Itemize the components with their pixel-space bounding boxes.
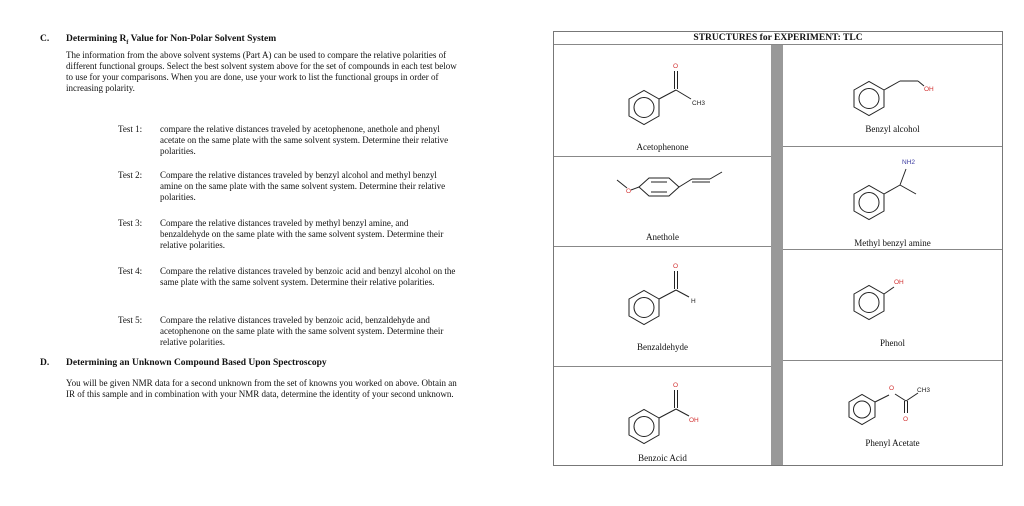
phenol-structure: [844, 268, 954, 338]
section-d-text: You will be given NMR data for a second unknown from the set of knowns you worked on above. Obtain an IR of this sample and in combination with your NMR data, determine the identity of your second unknown.: [66, 378, 457, 399]
ester-oxygen-label: O: [889, 385, 895, 392]
oxygen-label: O: [673, 263, 679, 270]
section-c-letter: C.: [40, 34, 50, 44]
oxygen-label: O: [673, 63, 679, 70]
hydroxyl-label: OH: [689, 417, 699, 424]
row-divider: [554, 156, 771, 157]
methyl-label: CH3: [917, 387, 931, 394]
anethole-structure: [614, 168, 764, 218]
structures-table: [553, 31, 1003, 466]
test-label: Test 2:: [118, 170, 143, 180]
test-label: Test 3:: [118, 218, 143, 228]
row-divider: [554, 366, 771, 367]
benzaldehyde-structure: [609, 256, 719, 336]
hydroxyl-label: OH: [894, 279, 904, 286]
phenyl-acetate-name: Phenyl Acetate: [865, 438, 920, 448]
section-c-title-main: Determining R: [66, 34, 127, 44]
row-divider: [783, 249, 1002, 250]
oxygen-label: O: [673, 382, 679, 389]
section-c-title: [66, 34, 461, 49]
test-label: Test 4:: [118, 266, 143, 276]
section-c-intro: The information from the above solvent systems (Part A) can be used to compare the relative polarities of different functional groups. Select the best solvent system above for the set of compounds in each test below to use for your comparisons. When you are done, use your work to list the functional groups in order of increasing polarity.: [66, 49, 457, 93]
structures-title: STRUCTURES for EXPERIMENT: TLC: [554, 32, 1002, 45]
rf-subscript: f: [126, 39, 129, 46]
anethole-name: Anethole: [646, 232, 679, 242]
methyl-benzyl-amine-structure: [844, 154, 954, 224]
test-text: Compare the relative distances traveled by benzyl alcohol and methyl benzyl amine on the same plate with the same solvent system. Determine their relative polarities.: [160, 170, 446, 202]
benzyl-alcohol-name: Benzyl alcohol: [865, 124, 920, 134]
section-c-title-rest: Value for Non-Polar Solvent System: [128, 34, 277, 44]
section-d-letter: D.: [40, 358, 50, 368]
section-c: [66, 34, 461, 94]
methyl-benzyl-amine-name: Methyl benzyl amine: [854, 238, 931, 248]
row-divider: [783, 146, 1002, 147]
hydrogen-label: H: [691, 298, 696, 305]
table-divider: [771, 45, 783, 465]
test-label: Test 5:: [118, 315, 143, 325]
phenyl-acetate-structure: [844, 380, 964, 440]
oxygen-label: O: [626, 188, 632, 195]
benzyl-alcohol-structure: [844, 56, 954, 126]
test-label: Test 1:: [118, 124, 143, 134]
section-d: [66, 358, 461, 400]
row-divider: [554, 246, 771, 247]
amine-label: NH2: [902, 159, 916, 166]
hydroxyl-label: OH: [924, 86, 934, 93]
methyl-label: CH3: [692, 100, 706, 107]
phenol-name: Phenol: [879, 338, 905, 348]
test-text: Compare the relative distances traveled by benzoic acid, benzaldehyde and acetophenone on the same plate with the same solvent system. Determine their relative polarities.: [160, 315, 444, 347]
section-d-title: Determining an Unknown Compound Based Upon Spectroscopy: [66, 358, 327, 368]
carbonyl-oxygen-label: O: [903, 416, 909, 423]
test-text: Compare the relative distances traveled by methyl benzyl amine, and benzaldehyde on the same plate with the same solvent system. Determine their relative polarities.: [160, 218, 444, 250]
benzoic-acid-structure: [609, 375, 719, 455]
test-text: Compare the relative distances traveled by benzoic acid and benzyl alcohol on the same plate with the same solvent system. Determine their relative polarities.: [160, 266, 456, 287]
benzoic-acid-name: Benzoic Acid: [638, 453, 687, 463]
row-divider: [783, 360, 1002, 361]
acetophenone-name: Acetophenone: [636, 142, 689, 152]
acetophenone-structure: [609, 56, 719, 136]
test-text: compare the relative distances traveled by acetophenone, anethole and phenyl acetate on the same plate with the same solvent system. Determine their relative polarities.: [160, 124, 449, 156]
benzaldehyde-name: Benzaldehyde: [637, 342, 688, 352]
